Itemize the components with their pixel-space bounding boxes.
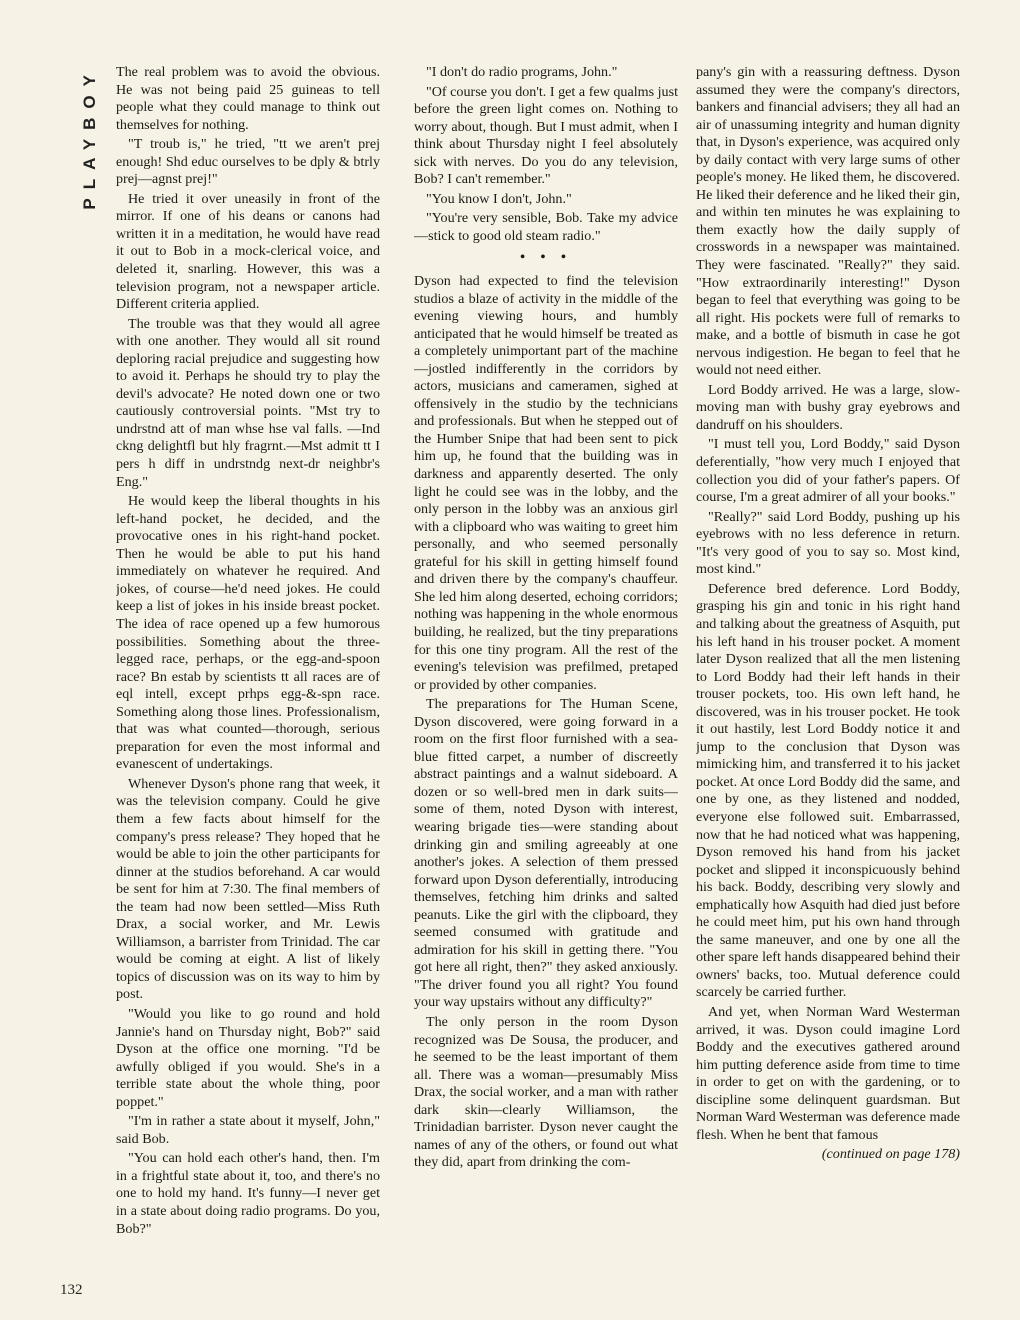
- column-1: [116, 64, 380, 1274]
- continued-note: (continued on page 178): [821, 1146, 960, 1163]
- paragraph: "You're very sensible, Bob. Take my advice—stick to good old steam radio.": [414, 210, 678, 244]
- paragraph: "T troub is," he tried, "tt we aren't prej enough! Shd educ ourselves to be dply & btrly prej—agnst prej!": [116, 136, 380, 188]
- paragraph: The real problem was to avoid the obvious. He was not being paid 25 guineas to tell people what they could manage to think out themselves for nothing.: [116, 64, 380, 133]
- masthead-playboy: PLAYBOY: [80, 66, 99, 210]
- column-3: [696, 64, 960, 1274]
- paragraph: He would keep the liberal thoughts in his left-hand pocket, he decided, and the provocative ones in his right-hand pocket. Then he would be able to put his hand immediately on whatever he required. And jokes, of course—he'd need jokes. He could keep a list of jokes in his inside breast pocket. The idea of race opened up a few humorous possibilities. Something about the three-legged race, perhaps, or the egg-and-spoon race? Bn estab by scientists tt all races are of eql intell, except prhps egg-&-spn race. Something along those lines. Professionalism, that was what counted—thorough, serious preparation for even the most informal and evanescent of undertakings.: [116, 493, 380, 773]
- paragraph: The only person in the room Dyson recognized was De Sousa, the producer, and he seemed to be the least important of them all. There was a woman—presumably Miss Drax, the social worker, and a man with rather dark skin—clearly Williamson, the Trinidadian barrister. Dyson never caught the names of any of the others, or found out what they did, apart from drinking the com-: [414, 1013, 678, 1171]
- paragraph: And yet, when Norman Ward Westerman arrived, it was. Dyson could imagine Lord Boddy and the executives gathered around him putting deference aside from time to time in order to get on with the gardening, or to discipline some delinquent guardsman. But Norman Ward Westerman was deference made flesh. When he bent that famous: [696, 1003, 960, 1143]
- paragraph: "You can hold each other's hand, then. I'm in a frightful state about it, too, and there's no one to hold my hand. It's funny—I never get in a state about doing radio programs. Do you, Bob?": [116, 1150, 380, 1237]
- paragraph: The preparations for The Human Scene, Dyson discovered, were going forward in a room on the first floor furnished with a sea-blue fitted carpet, a number of discreetly abstract paintings and a walnut sideboard. A dozen or so well-bred men in dark suits—some of them, noted Dyson with interest, wearing brigade ties—were standing about drinking gin and smiling agreeably at one another's jokes. A selection of them pressed forward upon Dyson deferentially, introducing themselves, fetching him drinks and salted peanuts. Like the girl with the clipboard, they seemed consumed with gratitude and admiration for his skill in getting there. "You got here all right, then?" they asked anxiously. "The driver found you all right? You found your way upstairs without any difficulty?": [414, 696, 678, 1011]
- paragraph: He tried it over uneasily in front of the mirror. If one of his deans or canons had written it in a meditation, he would have read it out to Bob in a mock-clerical voice, and deleted it, snarling. However, this was a television program, not a newspaper article. Different criteria applied.: [116, 190, 380, 313]
- paragraph: "Really?" said Lord Boddy, pushing up his eyebrows with no less deference in return. "It's very good of you to say so. Most kind, most kind.": [696, 508, 960, 578]
- paragraph: pany's gin with a reassuring deftness. Dyson assumed they were the company's directors, bankers and financial advisers; they all had an air of unassuming integrity and human dignity that, in Dyson's experience, was acquired only by daily contact with very large sums of other people's money. He liked them, he discovered. He liked their deference and he liked their gin, and within ten minutes he was explaining to them exactly how the daily supply of crosswords in a newspaper was maintained. They were fascinated. "Really?" they said. "How extraordinarily interesting!" Dyson began to feel that everything was going to be all right. His pockets were full of remarks to make, and a bottle of bismuth in case he got nervous indigestion. He began to feel that he would not need either.: [696, 64, 960, 379]
- paragraph: Lord Boddy arrived. He was a large, slow-moving man with bushy gray eyebrows and dandruff on his shoulders.: [696, 381, 960, 433]
- paragraph: Dyson had expected to find the television studios a blaze of activity in the middle of the evening viewing hours, and humbly anticipated that he would himself be treated as a completely unimportant part of the machine—jostled indifferently in the corridors by actors, musicians and cameramen, sighed at offensively in the studio by the technicians and professionals. But when he stepped out of the Humber Snipe that had been sent to pick him up, he found that the building was in darkness and apparently deserted. The only light he could see was in the lobby, and the only person in the lobby was an anxious girl with a clipboard who was waiting to greet him personally, and who seemed personally grateful for his skill in getting himself found and driven there by the company's chauffeur. She led him along deserted, echoing corridors; nothing was happening in the whole enormous building, he realized, but the tiny preparations for this one tiny program. All the rest of the evening's television was prefilmed, pretaped or provided by other companies.: [414, 273, 678, 693]
- paragraph: "I don't do radio programs, John.": [426, 64, 618, 80]
- paragraph: "Of course you don't. I get a few qualms just before the green light comes on. Nothing to worry about, though. But I must admit, when I think about Thursday night I feel absolutely sick with nerves. Do you do any television, Bob? I can't remember.": [414, 83, 678, 188]
- column-2: [414, 64, 678, 1274]
- paragraph: The trouble was that they would all agree with one another. They would all sit round deploring racial prejudice and suggesting how to avoid it. Perhaps he should try to play the devil's advocate? He noted down one or two cautiously controversial points. "Mst try to undrstnd att of man whse hse val falls. —Ind ckng delightfl but hly fragrnt.—Mst admit tt I pers h diff in undrstndg next-dr neighbr's Eng.": [116, 315, 380, 490]
- paragraph: Deference bred deference. Lord Boddy, grasping his gin and tonic in his right hand and talking about the greatness of Asquith, put his left hand in his trouser pocket. A moment later Dyson realized that all the men listening to Lord Boddy had their left hands in their trouser pockets, too. His own left hand, he discovered, was in his trouser pocket. He took it out hastily, lest Lord Boddy notice it and jump to the conclusion that Dyson was mimicking him, and transferred it to his jacket pocket. At once Lord Boddy did the same, and one by one, as they listened and nodded, everyone else followed suit. Embarrassed, now that he had noticed what was happening, Dyson removed his hand from his jacket pocket and slipped it inconspicuously behind his back. Boddy, describing very slowly and emphatically how Asquith had died just before he could meet him, put his own hand through the same maneuver, and one by one all the other spare left hands disappeared behind their owners' backs, too. Mutual deference could scarcely be carried further.: [696, 580, 960, 1001]
- page-number: 132: [60, 1282, 83, 1298]
- paragraph: "I must tell you, Lord Boddy," said Dyson deferentially, "how very much I enjoyed that collection you did of your father's papers. Of course, I'm a great admirer of all your books.": [696, 436, 960, 506]
- paragraph: "Would you like to go round and hold Jannie's hand on Thursday night, Bob?" said Dyson at the office one morning. "I'd be awfully obliged if you would. She's in a terrible state about the whole thing, poor poppet.": [116, 1005, 380, 1110]
- paragraph: Whenever Dyson's phone rang that week, it was the television company. Could he give them a few facts about himself for the company's press release? They hoped that he would be able to join the other participants for dinner at the studios beforehand. A car would be sent for him at 7:30. The final members of the team had now been settled—Miss Ruth Drax, a social worker, and Mr. Lewis Williamson, a barrister from Trinidad. The car would be coming at eight. A list of likely topics of discussion was on its way to him by post.: [116, 775, 380, 1003]
- section-break: • • •: [520, 249, 572, 266]
- paragraph: "I'm in rather a state about it myself, John," said Bob.: [116, 1113, 380, 1147]
- paragraph: "You know I don't, John.": [426, 190, 572, 207]
